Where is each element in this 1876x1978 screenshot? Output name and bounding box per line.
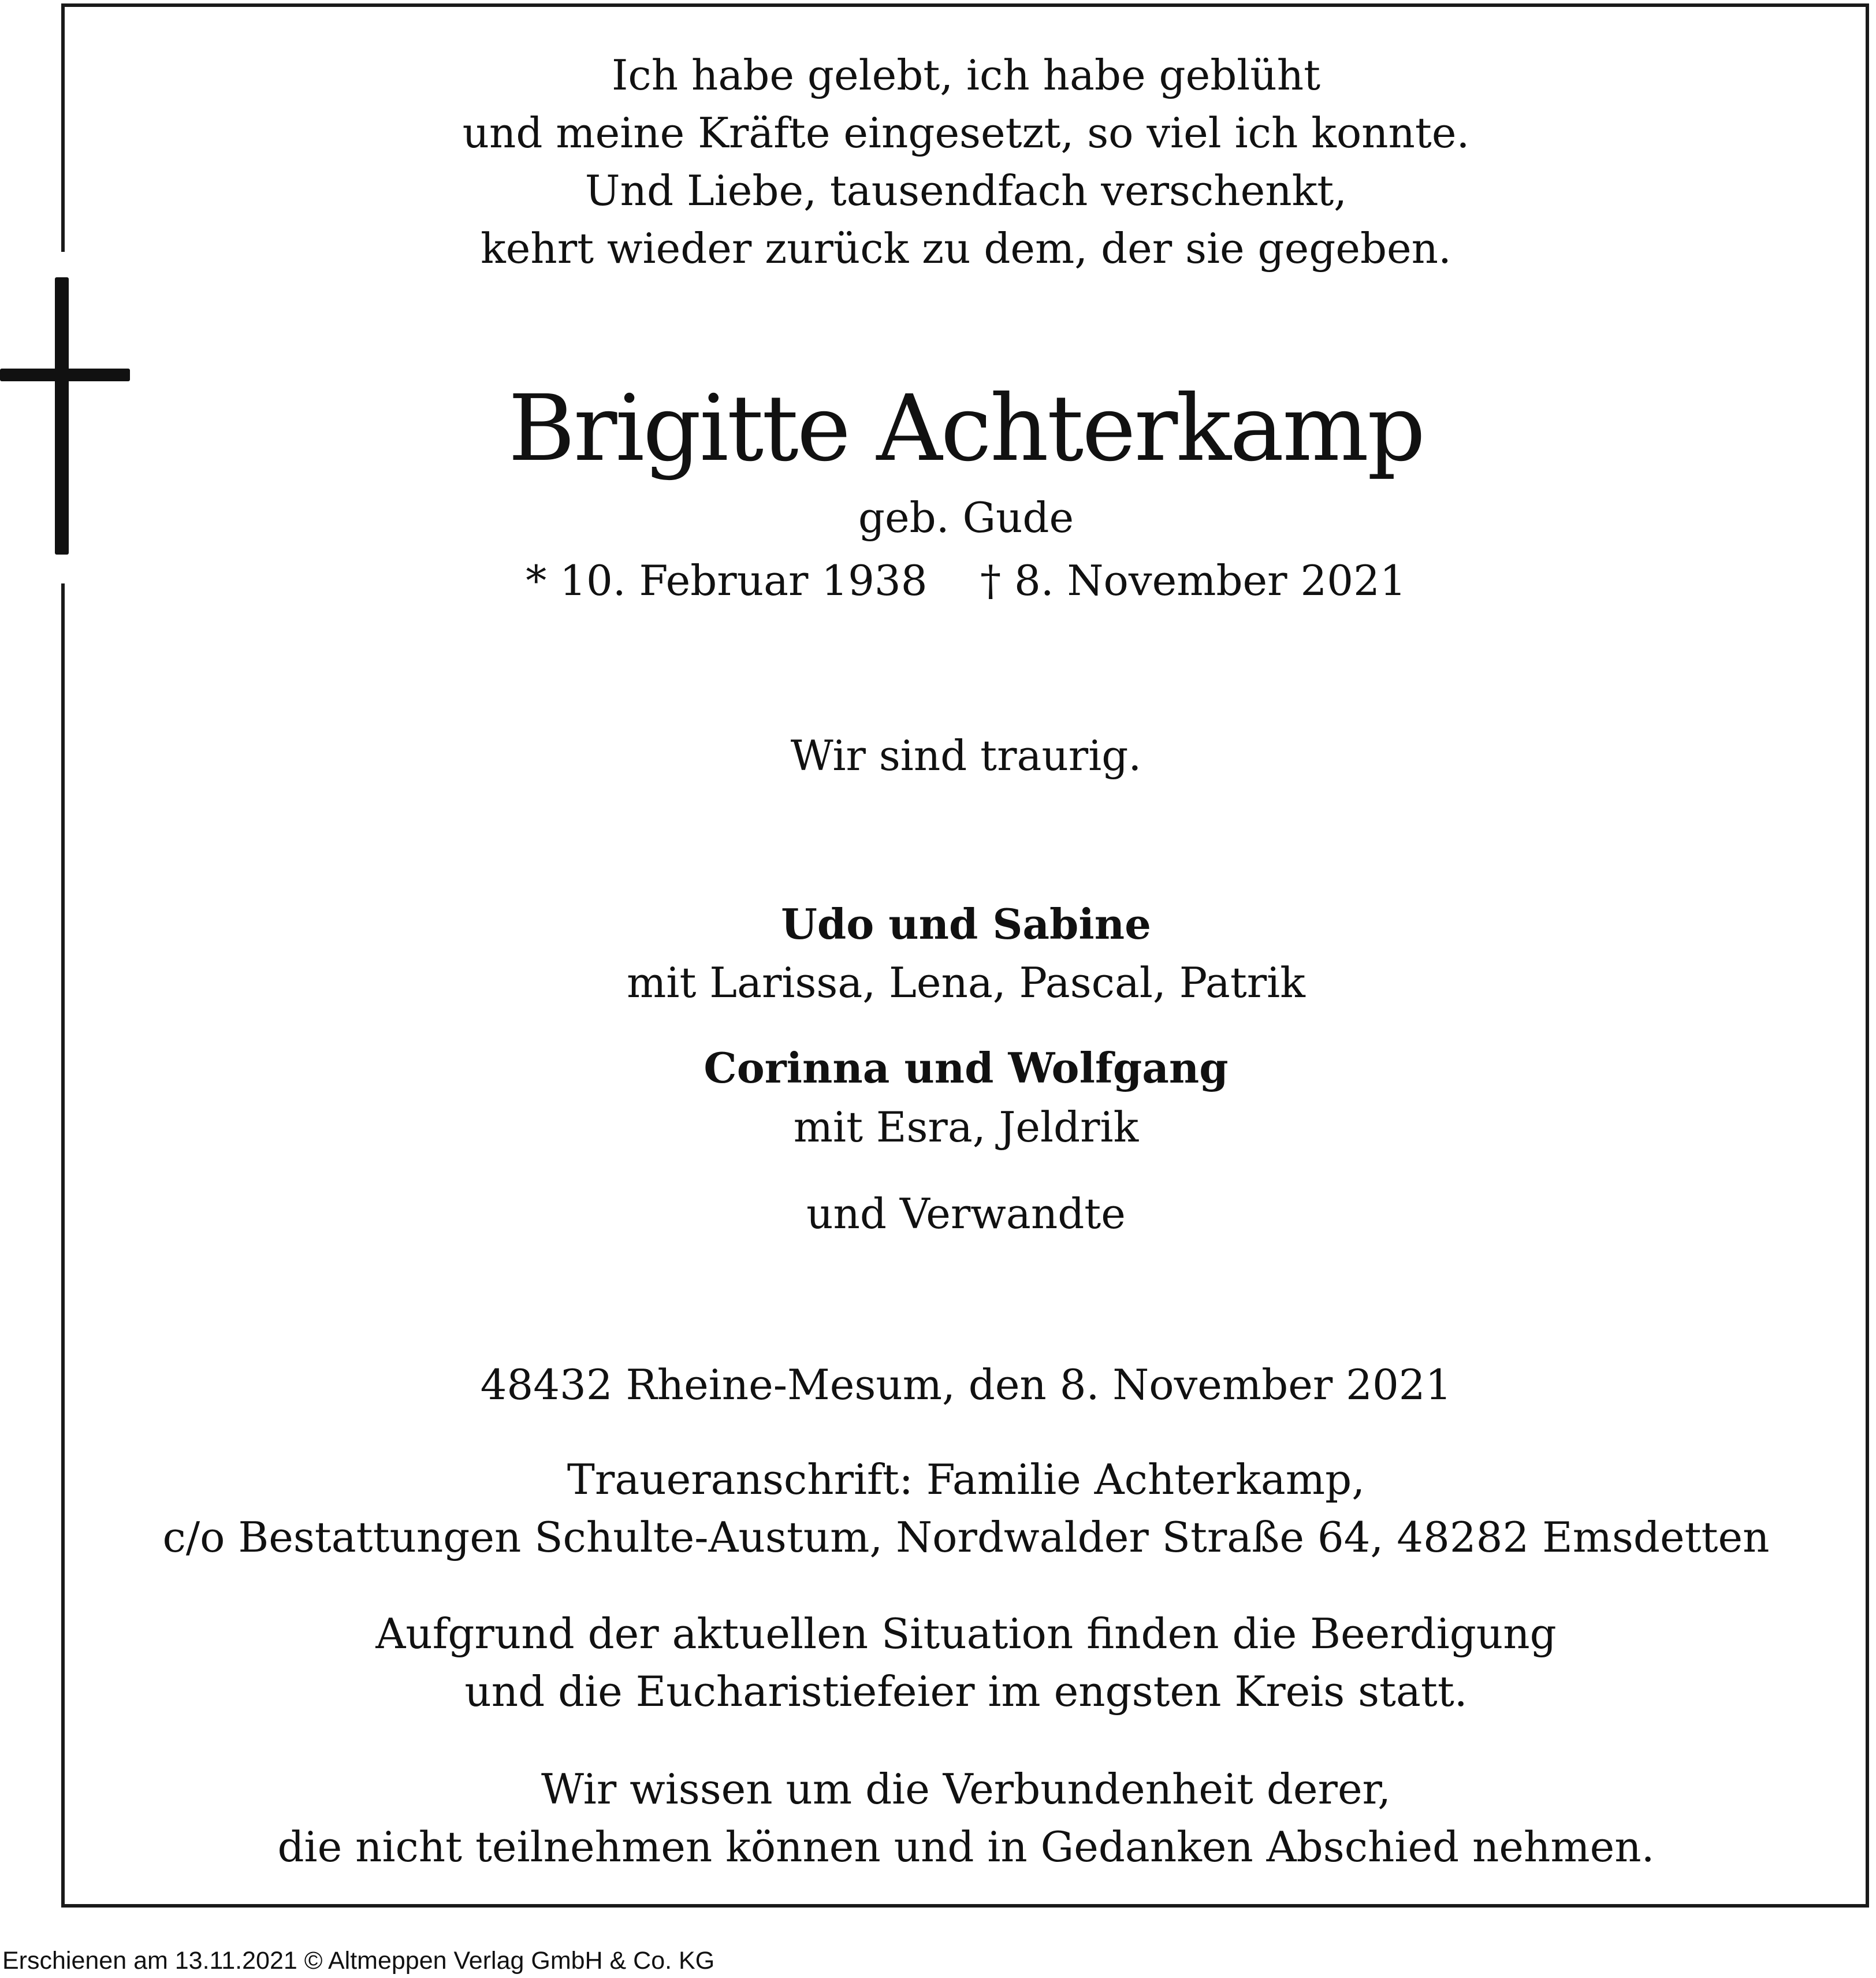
deceased-name: Brigitte Achterkamp: [508, 375, 1424, 482]
closing-line: Wir wissen um die Verbundenheit derer,: [541, 1765, 1391, 1813]
life-dates: * 10. Februar 1938 † 8. November 2021: [526, 556, 1406, 605]
poem-line: und meine Kräfte eingesetzt, so viel ich konnte.: [462, 109, 1470, 157]
publication-footer: Erschienen am 13.11.2021 © Altmeppen Verlag GmbH & Co. KG: [2, 1947, 715, 1975]
family-names: Udo und Sabine: [781, 899, 1151, 949]
family-children: mit Esra, Jeldrik: [793, 1103, 1139, 1151]
closing-line: die nicht teilnehmen können und in Gedanken Abschied nehmen.: [277, 1823, 1655, 1871]
border-left-top: [61, 3, 65, 252]
mourning-message: Wir sind traurig.: [790, 731, 1142, 780]
poem-line: Ich habe gelebt, ich habe geblüht: [611, 51, 1321, 99]
place-date: 48432 Rheine-Mesum, den 8. November 2021: [480, 1360, 1452, 1409]
family-names: Corinna und Wolfgang: [704, 1043, 1229, 1092]
maiden-name: geb. Gude: [858, 493, 1074, 542]
relatives: und Verwandte: [806, 1189, 1126, 1238]
poem-line: Und Liebe, tausendfach verschenkt,: [585, 166, 1348, 215]
address-line: Traueranschrift: Familie Achterkamp,: [567, 1455, 1365, 1504]
notice-line: Aufgrund der aktuellen Situation finden die Beerdigung: [375, 1609, 1557, 1658]
address-line: c/o Bestattungen Schulte-Austum, Nordwalder Straße 64, 48282 Emsdetten: [162, 1513, 1770, 1561]
border-left-bottom: [61, 583, 65, 1908]
notice-line: und die Eucharistiefeier im engsten Kreis statt.: [464, 1667, 1468, 1716]
poem-line: kehrt wieder zurück zu dem, der sie gegeben.: [481, 224, 1451, 273]
family-children: mit Larissa, Lena, Pascal, Patrik: [627, 958, 1305, 1007]
